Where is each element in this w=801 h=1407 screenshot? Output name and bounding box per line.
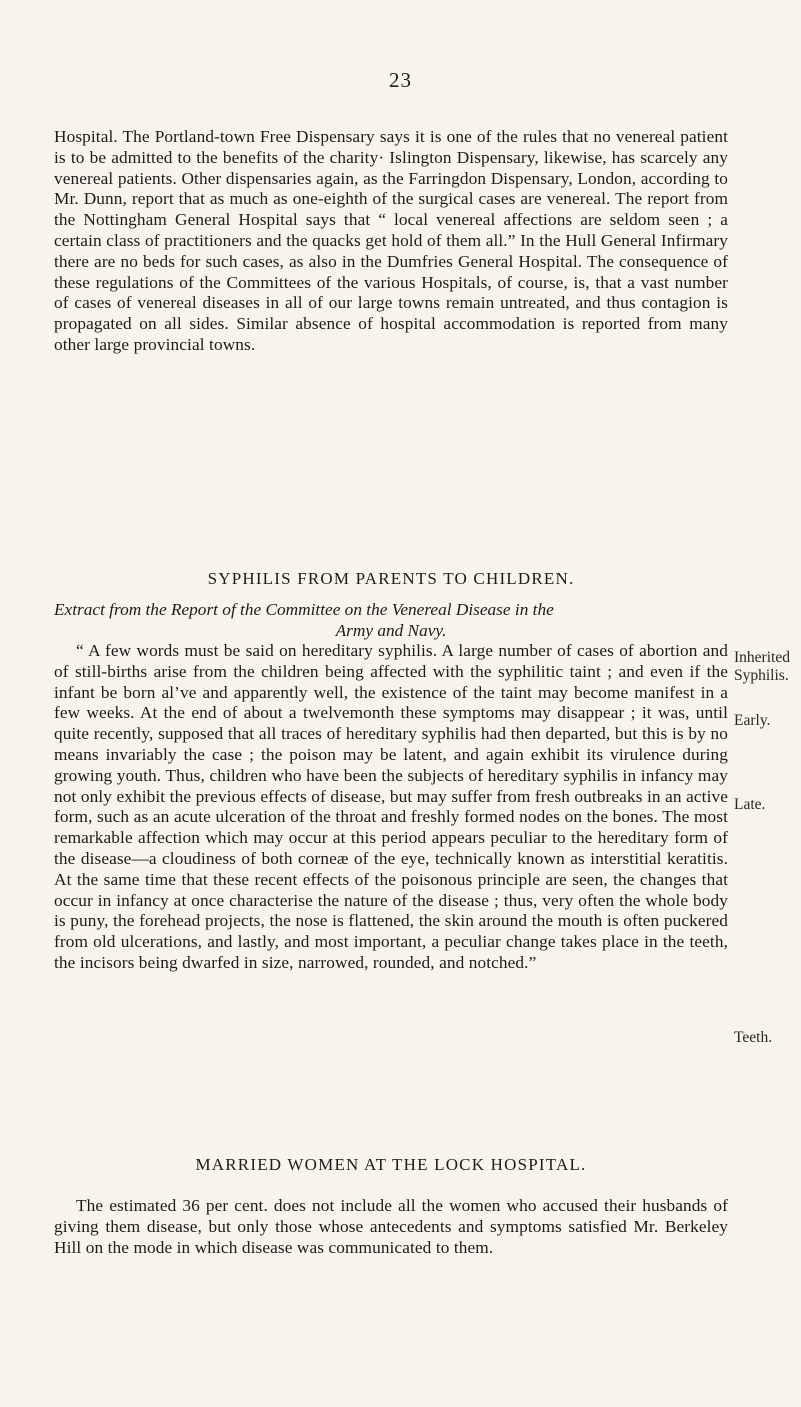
margin-note-early: Early. <box>734 712 771 729</box>
margin-note-inherited-syphilis <box>734 649 801 685</box>
report-quote <box>54 641 728 974</box>
page-number: 23 <box>389 68 412 92</box>
section-heading-married-women: MARRIED WOMEN AT THE LOCK HOSPITAL. <box>195 1155 587 1174</box>
quote-text: “ A few words must be said on hereditary syphilis. A large number of cases of abortion and of still-births arise from the children being affected with the syphilitic taint ; and even if the infant be born al’ve and apparently well, the existence of the taint may become manifest in a few weeks. At the end of about a twelvemonth these symptoms may disappear ; it was, until quite recently, supposed that all traces of hereditary syphilis had then departed, but this is by no means invariably the case ; the poison may be latent, and again exhibit its virulence during growing youth. Thus, children who have been the subjects of hereditary syphilis in infancy may not only exhibit the previous effects of disease, but may suffer from fresh outbreaks in an active form, such as an acute ulceration of the throat and freshly formed nodes on the bones. The most remarkable affection which may occur at this period appears peculiar to the hereditary form of the disease—a cloudiness of both corneæ of the eye, technically known as interstitial keratitis. At the same time that these recent effects of the poisonous principle are seen, the changes that occur in infancy at once characterise the nature of the disease ; thus, very often the whole body is puny, the forehead projects, the nose is flattened, the skin around the mouth is often puckered from old ulcerations, and lastly, and most important, a peculiar change takes place in the teeth, the incisors being dwarfed in size, narrowed, rounded, and notched.” <box>54 641 728 972</box>
paragraph-text: The estimated 36 per cent. does not include all the women who accused their husbands of giving them disease, but only those whose antecedents and symptoms satisfied Mr. Berkeley Hill on the mode in which disease was communicated to them. <box>54 1196 728 1257</box>
margin-note-inherited: Inherited <box>734 649 790 666</box>
extract-title-line-1: Extract from the Report of the Committee on the Venereal Disease in the <box>54 600 554 619</box>
margin-note-syphilis: Syphilis. <box>734 667 789 684</box>
margin-note-teeth: Teeth. <box>734 1029 773 1046</box>
body-paragraph-continued <box>54 127 728 356</box>
paragraph-text: Hospital. The Portland-town Free Dispensary says it is one of the rules that no venereal patient is to be admitted to the benefits of the charity· Islington Dispensary, likewise, has scarcely any venereal patients. Other dispensaries again, as the Farringdon Dispensary, London, according to Mr. Dunn, report that as much as one-eighth of the surgical cases are venereal. The report from the Nottingham General Hospital says that “ local venereal affections are seldom seen ; a certain class of practitioners and the quacks get hold of them all.” In the Hull General Infirmary there are no beds for such cases, as also in the Dumfries General Hospital. The consequence of these regulations of the Committees of the various Hospitals, of course, is, that a vast number of cases of venereal diseases in all of our large towns remain untreated, and thus contagion is propagated on all sides. Similar absence of hospital accommodation is reported from many other large provincial towns. <box>54 127 728 354</box>
body-paragraph-lock-hospital <box>54 1196 728 1258</box>
section-heading-syphilis: SYPHILIS FROM PARENTS TO CHILDREN. <box>207 569 575 588</box>
extract-title-line-2: Army and Navy. <box>335 621 447 640</box>
margin-note-late: Late. <box>734 796 766 813</box>
